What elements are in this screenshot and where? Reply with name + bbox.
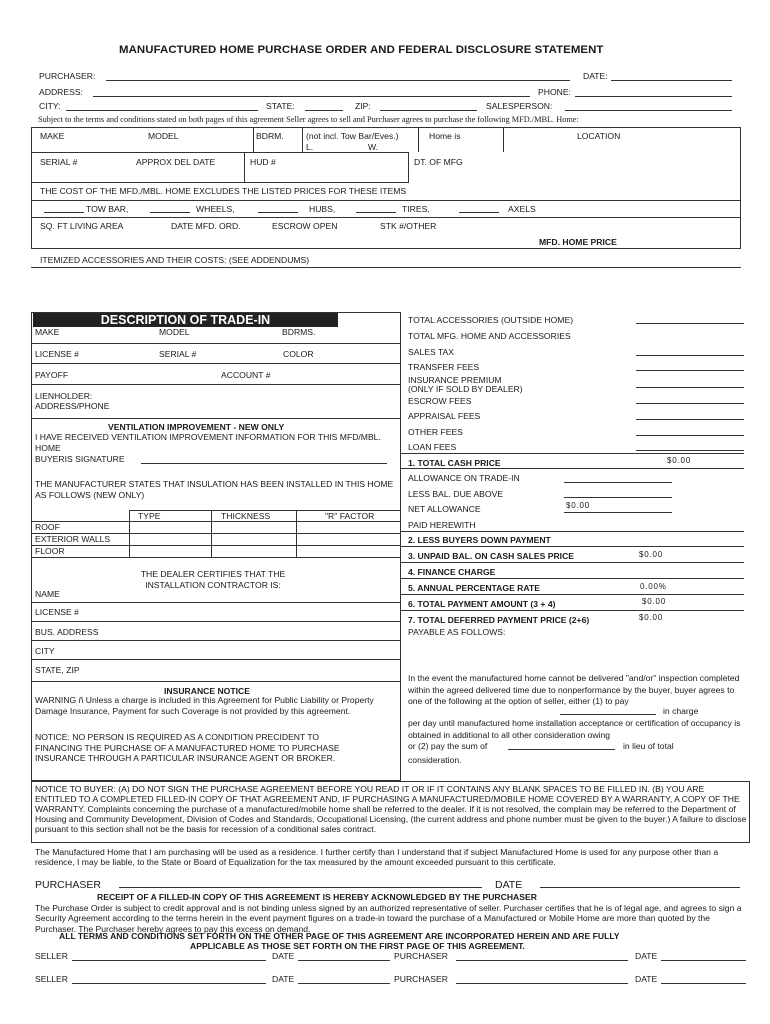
total-accessories-label: TOTAL ACCESSORIES (OUTSIDE HOME) bbox=[408, 315, 574, 325]
date-mfd-ord-label: DATE MFD. ORD. bbox=[171, 221, 241, 231]
page-title: MANUFACTURED HOME PURCHASE ORDER AND FEDERAL DISCLOSURE STATEMENT bbox=[119, 44, 604, 56]
tradein-account-label: ACCOUNT # bbox=[221, 370, 271, 380]
seller-label-2: SELLER bbox=[35, 974, 68, 984]
table-col bbox=[211, 510, 212, 557]
insurance-notice-title: INSURANCE NOTICE bbox=[164, 686, 250, 696]
all-terms-line-2: APPLICABLE AS THOSE SET FORTH ON THE FIRST PAGE OF THIS AGREEMENT. bbox=[190, 941, 525, 951]
col-divider bbox=[418, 127, 419, 152]
sales-tax-label: SALES TAX bbox=[408, 347, 455, 357]
transfer-fees-label: TRANSFER FEES bbox=[408, 362, 480, 372]
tradein-model-label: MODEL bbox=[159, 327, 190, 337]
notice-to-buyer-text: NOTICE TO BUYER: (A) DO NOT SIGN THE PURCHASE AGREEMENT BEFORE YOU READ IT OR IF IT CONTAINS ANY BLANK SPACES TO BE FILLED IN. (B) YOU ARE ENTITLED TO A COMPLETED FILLED-IN COPY OF THAT AGREEMENT AND, IF PURCHASING A MANUFACTURED/MOBILE HOME COVERED BY A WARRANTY, A COPY OF THE WARRANTY. Complaints concerning the purchase of a manufactured/mobile home shall be referred to the dealer. If it is not resolved, the complain may be referred to the Department of Housing and Community Development, Division of Codes and Standards, Occupational Licensing, (the current address and phone number must be given to the buyer.) A failure to disclose pursuant to this section shall not be the basis for recession of a conditional sales contract. bbox=[35, 784, 747, 834]
col-divider bbox=[253, 127, 254, 152]
other-fees-field[interactable] bbox=[636, 426, 744, 436]
insurance-premium-field[interactable] bbox=[636, 378, 744, 388]
tires-label: TIRES, bbox=[402, 204, 430, 214]
seller-date-label-2: DATE bbox=[272, 974, 295, 984]
delivery-terms-text: In the event the manufactured home cannot be delivered "and/or" inspection completed within the agreed delivered time due to nonperformance by the buyer, buyer agrees to one of the following at the option of seller, either (1) to pay bbox=[408, 673, 740, 707]
purchaser-date-field-3[interactable] bbox=[661, 974, 746, 984]
row-divider bbox=[31, 152, 409, 153]
consideration-label: consideration. bbox=[408, 755, 462, 765]
sq-ft-label: SQ. FT LIVING AREA bbox=[40, 221, 124, 231]
table-col bbox=[129, 510, 130, 557]
only-if-sold-label: (ONLY IF SOLD BY DEALER) bbox=[408, 384, 523, 394]
insulation-type-header: TYPE bbox=[138, 511, 161, 521]
appraisal-fees-label: APPRAISAL FEES bbox=[408, 411, 481, 421]
tradein-bdrms-label: BDRMS. bbox=[282, 327, 316, 337]
escrow-fees-field[interactable] bbox=[636, 394, 744, 404]
row-divider bbox=[31, 363, 401, 364]
date-field[interactable] bbox=[611, 71, 732, 81]
tradein-license-label: LICENSE # bbox=[35, 349, 79, 359]
purchaser-signature-field[interactable] bbox=[119, 877, 482, 888]
state-field[interactable] bbox=[305, 101, 343, 111]
row-divider bbox=[401, 531, 744, 532]
insulation-rfactor-header: "R" FACTOR bbox=[325, 511, 375, 521]
purchaser-signature-field-3[interactable] bbox=[456, 974, 628, 984]
less-buyers-down-label: 2. LESS BUYERS DOWN PAYMENT bbox=[408, 535, 551, 545]
floor-label: FLOOR bbox=[35, 546, 65, 556]
apr-value[interactable]: 0.00% bbox=[640, 582, 667, 591]
net-allowance-label: NET ALLOWANCE bbox=[408, 504, 481, 514]
installer-license-label: LICENSE # bbox=[35, 607, 79, 617]
col-divider bbox=[503, 127, 504, 152]
location-label: LOCATION bbox=[577, 131, 621, 141]
net-allowance-field[interactable] bbox=[564, 503, 672, 513]
credit-approval-text: The Purchase Order is subject to credit approval and is not binding unless signed by an authorized representative of seller. Purchaser certifies that he is of legal age, and agrees to sign a Security Agreement according to the terms herein in the event payment figures on a trade-in toward the purchase of a Manufactured or Mobile Home are more than quoted by the Purchaser. The Purchaser hereby agrees to pay this excess on demand. bbox=[35, 903, 742, 934]
table-col bbox=[296, 510, 297, 557]
subject-text: Subject to the terms and conditions stated on both pages of this agreement Seller agrees to sell and Purchaser agrees to purchase the following MFD./MBL. Home: bbox=[38, 115, 579, 124]
phone-label: PHONE: bbox=[538, 87, 571, 97]
payable-as-follows-label: PAYABLE AS FOLLOWS: bbox=[408, 627, 506, 637]
serial-label: SERIAL # bbox=[40, 157, 78, 167]
make-label: MAKE bbox=[40, 131, 65, 141]
table-divider bbox=[31, 521, 401, 522]
mfd-home-price-label: MFD. HOME PRICE bbox=[539, 237, 617, 247]
trade-in-heading: DESCRIPTION OF TRADE-IN bbox=[33, 313, 338, 327]
tradein-color-label: COLOR bbox=[283, 349, 314, 359]
table-divider bbox=[31, 557, 401, 558]
less-bal-due-field[interactable] bbox=[564, 488, 672, 498]
bus-address-label: BUS. ADDRESS bbox=[35, 627, 99, 637]
other-fees-label: OTHER FEES bbox=[408, 427, 463, 437]
total-accessories-field[interactable] bbox=[636, 314, 744, 324]
installer-city-label: CITY bbox=[35, 646, 55, 656]
row-divider bbox=[401, 546, 744, 547]
purchaser-signature-label: PURCHASER bbox=[35, 879, 101, 891]
delivery-terms-text-2: per day until manufactured home installation acceptance or certification of occupancy is obtained in additional to all other consideration owing bbox=[408, 718, 741, 740]
row-divider bbox=[31, 659, 401, 660]
lump-sum-field[interactable] bbox=[508, 741, 615, 750]
axels-label: AXELS bbox=[508, 204, 536, 214]
seller-date-field-2[interactable] bbox=[298, 974, 390, 984]
wheels-field[interactable] bbox=[150, 204, 190, 213]
row-divider bbox=[401, 453, 744, 454]
row-divider bbox=[401, 562, 744, 563]
city-field[interactable] bbox=[66, 101, 258, 111]
purchaser-date-label-3: DATE bbox=[635, 974, 658, 984]
buyer-signature-label: BUYERIS SIGNATURE bbox=[35, 454, 125, 464]
tow-bar-field[interactable] bbox=[44, 204, 84, 213]
row-divider bbox=[401, 594, 744, 595]
row-divider bbox=[31, 200, 741, 201]
phone-field[interactable] bbox=[575, 87, 732, 97]
unpaid-bal-value[interactable]: $0.00 bbox=[639, 550, 664, 559]
row-divider bbox=[31, 418, 401, 419]
hubs-field[interactable] bbox=[258, 204, 298, 213]
row-divider bbox=[401, 610, 744, 611]
salesperson-field[interactable] bbox=[565, 101, 732, 111]
length-label: L. bbox=[306, 142, 314, 152]
section-divider bbox=[31, 267, 741, 268]
residence-certification-text: The Manufactured Home that I am purchasing will be used as a residence. I further certify than I understand that if subject Manufactured Home is used for any purpose other than a residence, I may be liable, to the State or Board of Equalization for the tax measured by the amount exceeded pursuant to this certificate. bbox=[35, 847, 719, 867]
row-divider bbox=[31, 640, 401, 641]
approx-del-date-label: APPROX DEL DATE bbox=[136, 157, 216, 167]
receipt-acknowledgement: RECEIPT OF A FILLED-IN COPY OF THIS AGREEMENT IS HEREBY ACKNOWLEDGED BY THE PURCHASER bbox=[97, 892, 537, 902]
insurance-broker-notice: NOTICE: NO PERSON IS REQUIRED AS A CONDITION PRECIDENT TO FINANCING THE PURCHASE OF A MANUFACTURED HOME TO PURCHASE INSURANCE THROUGH A PARTICULAR INSURANCE AGENT OR BROKER. bbox=[35, 732, 340, 764]
axels-field[interactable] bbox=[459, 204, 499, 213]
address-phone-label: ADDRESS/PHONE bbox=[35, 401, 110, 411]
installer-name-label: NAME bbox=[35, 589, 60, 599]
less-bal-due-label: LESS BAL. DUE ABOVE bbox=[408, 489, 504, 499]
in-lieu-label: in lieu of total bbox=[623, 741, 674, 751]
ventilation-text: I HAVE RECEIVED VENTILATION IMPROVEMENT INFORMATION FOR THIS MFD/MBL. HOME bbox=[35, 432, 381, 453]
tow-bar-label: TOW BAR, bbox=[86, 204, 129, 214]
row-divider bbox=[31, 182, 409, 183]
row-divider bbox=[31, 621, 401, 622]
tradein-payoff-label: PAYOFF bbox=[35, 370, 69, 380]
finance-charge-label: 4. FINANCE CHARGE bbox=[408, 567, 496, 577]
address-field[interactable] bbox=[93, 87, 530, 97]
unpaid-bal-label: 3. UNPAID BAL. ON CASH SALES PRICE bbox=[408, 551, 575, 561]
not-incl-label: (not incl. Tow Bar/Eves.) bbox=[306, 131, 399, 141]
date-label: DATE: bbox=[583, 71, 608, 81]
table-divider bbox=[31, 545, 401, 546]
exterior-walls-label: EXTERIOR WALLS bbox=[35, 534, 111, 544]
dt-of-mfg-label: DT. OF MFG bbox=[414, 157, 463, 167]
purchaser-date-label: DATE bbox=[495, 879, 523, 891]
purchaser-date-label-2: DATE bbox=[635, 951, 658, 961]
seller-signature-field-2[interactable] bbox=[72, 974, 266, 984]
city-label: CITY: bbox=[39, 101, 61, 111]
address-label: ADDRESS: bbox=[39, 87, 83, 97]
purchaser-date-field[interactable] bbox=[540, 877, 740, 888]
insulation-thickness-header: THICKNESS bbox=[221, 511, 271, 521]
purchaser-date-field-2[interactable] bbox=[661, 951, 746, 961]
all-terms-line-1: ALL TERMS AND CONDITIONS SET FORTH ON THE OTHER PAGE OF THIS AGREEMENT ARE INCORPORATED HEREIN AND ARE FULLY bbox=[59, 931, 620, 941]
escrow-fees-label: ESCROW FEES bbox=[408, 396, 472, 406]
tradein-make-label: MAKE bbox=[35, 327, 60, 337]
row-divider bbox=[31, 384, 401, 385]
bdrm-label: BDRM. bbox=[256, 131, 284, 141]
row-divider bbox=[401, 578, 744, 579]
row-divider bbox=[31, 681, 401, 682]
salesperson-label: SALESPERSON: bbox=[486, 101, 553, 111]
loan-fees-label: LOAN FEES bbox=[408, 442, 457, 452]
total-payment-value[interactable]: $0.00 bbox=[642, 597, 667, 606]
purchaser-label-2: PURCHASER bbox=[394, 951, 448, 961]
seller-date-label-1: DATE bbox=[272, 951, 295, 961]
per-day-charge-field[interactable] bbox=[560, 706, 656, 715]
apr-label: 5. ANNUAL PERCENTAGE RATE bbox=[408, 583, 540, 593]
insurance-premium-label: INSURANCE PREMIUM bbox=[408, 375, 502, 385]
installer-state-zip-label: STATE, ZIP bbox=[35, 665, 80, 675]
purchaser-signature-field-2[interactable] bbox=[456, 951, 628, 961]
allowance-trade-label: ALLOWANCE ON TRADE-IN bbox=[408, 473, 520, 483]
dealer-certifies-text: THE DEALER CERTIFIES THAT THE INSTALLATION CONTRACTOR IS: bbox=[140, 569, 286, 590]
total-cash-price-value[interactable]: $0.00 bbox=[667, 456, 692, 465]
seller-signature-field-1[interactable] bbox=[72, 951, 266, 961]
model-label: MODEL bbox=[148, 131, 179, 141]
row-divider bbox=[401, 468, 744, 469]
loan-fees-field[interactable] bbox=[636, 441, 744, 451]
home-is-label: Home is bbox=[429, 131, 461, 141]
appraisal-fees-field[interactable] bbox=[636, 410, 744, 420]
row-divider bbox=[31, 217, 741, 218]
tires-field[interactable] bbox=[356, 204, 396, 213]
total-mfg-home-label: TOTAL MFG. HOME AND ACCESSORIES bbox=[408, 331, 571, 341]
buyer-signature-field[interactable] bbox=[141, 454, 387, 464]
net-allowance-value[interactable]: $0.00 bbox=[566, 501, 591, 510]
paid-herewith-label: PAID HEREWITH bbox=[408, 520, 476, 530]
purchaser-label: PURCHASER: bbox=[39, 71, 96, 81]
row-divider bbox=[31, 602, 401, 603]
col-divider bbox=[244, 152, 245, 182]
escrow-open-label: ESCROW OPEN bbox=[272, 221, 338, 231]
total-deferred-value[interactable]: $0.00 bbox=[639, 613, 664, 622]
cost-excludes-text: THE COST OF THE MFD./MBL. HOME EXCLUDES THE LISTED PRICES FOR THESE ITEMS bbox=[40, 186, 407, 196]
state-label: STATE: bbox=[266, 101, 295, 111]
roof-label: ROOF bbox=[35, 522, 60, 532]
hubs-label: HUBS, bbox=[309, 204, 336, 214]
seller-date-field-1[interactable] bbox=[298, 951, 390, 961]
col-divider bbox=[408, 152, 409, 182]
seller-label-1: SELLER bbox=[35, 951, 68, 961]
ventilation-title: VENTILATION IMPROVEMENT - NEW ONLY bbox=[108, 422, 285, 432]
insulation-text: THE MANUFACTURER STATES THAT INSULATION HAS BEEN INSTALLED IN THIS HOME AS FOLLOWS (NEW ONLY) bbox=[35, 479, 394, 500]
transfer-fees-field[interactable] bbox=[636, 361, 744, 371]
purchaser-label-3: PURCHASER bbox=[394, 974, 448, 984]
sales-tax-field[interactable] bbox=[636, 346, 744, 356]
zip-label: ZIP: bbox=[355, 101, 371, 111]
total-payment-label: 6. TOTAL PAYMENT AMOUNT (3 + 4) bbox=[408, 599, 556, 609]
total-cash-price-label: 1. TOTAL CASH PRICE bbox=[408, 458, 501, 468]
wheels-label: WHEELS, bbox=[196, 204, 235, 214]
hud-label: HUD # bbox=[250, 157, 276, 167]
tradein-serial-label: SERIAL # bbox=[159, 349, 197, 359]
in-charge-label: in charge bbox=[663, 706, 699, 716]
total-deferred-label: 7. TOTAL DEFERRED PAYMENT PRICE (2+6) bbox=[408, 615, 590, 625]
lienholder-label: LIENHOLDER: bbox=[35, 391, 93, 401]
width-label: W. bbox=[368, 142, 379, 152]
itemized-accessories-text: ITEMIZED ACCESSORIES AND THEIR COSTS: (SEE ADDENDUMS) bbox=[40, 255, 310, 265]
col-divider bbox=[302, 127, 303, 152]
insurance-notice-text: WARNING ñ Unless a charge is included in this Agreement for Public Liability or Property Damage Insurance, Payment for such Coverage is not provided by this agreement. bbox=[35, 695, 374, 716]
stk-other-label: STK #/OTHER bbox=[380, 221, 437, 231]
zip-field[interactable] bbox=[380, 101, 477, 111]
purchaser-field[interactable] bbox=[106, 71, 570, 81]
row-divider bbox=[31, 343, 401, 344]
allowance-trade-field[interactable] bbox=[564, 473, 672, 483]
or-pay-sum-label: or (2) pay the sum of bbox=[408, 741, 488, 751]
